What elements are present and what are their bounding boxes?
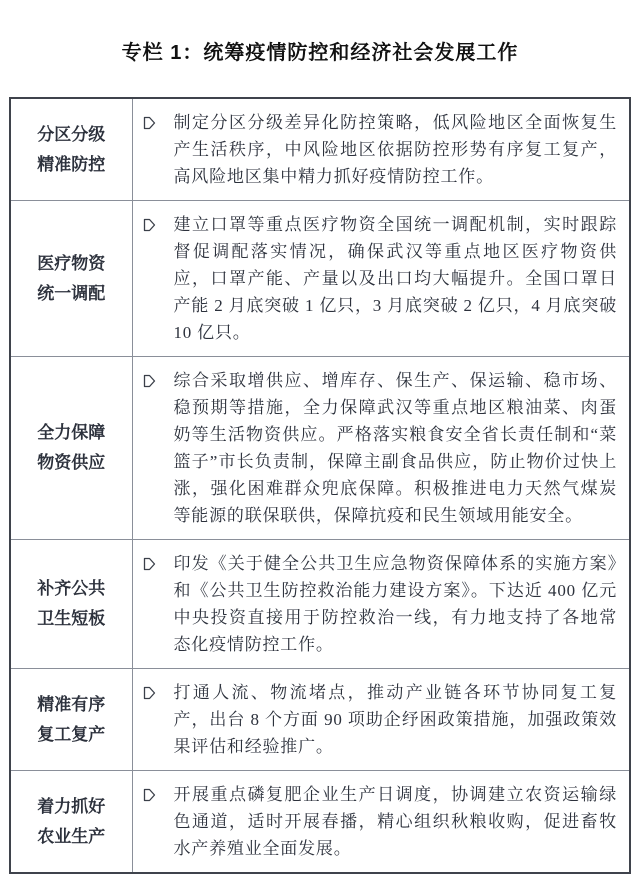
bullet-list-item: [143, 679, 618, 760]
right-arrow-bullet-icon: [143, 367, 174, 388]
right-arrow-bullet-icon: [143, 211, 174, 232]
table-row: [10, 771, 630, 874]
table-row: [10, 669, 630, 771]
table-row: [10, 201, 630, 357]
bullet-list-item: [143, 211, 618, 346]
row-content-text: 综合采取增供应、增库存、保生产、保运输、稳市场、稳预期等措施，全力保障武汉等重点地区粮油菜、肉蛋奶等生活物资供应。严格落实粮食安全省长责任制和“菜篮子”市长负责制，保障主副食品供应，防止物价过快上涨，强化困难群众兜底保障。积极推进电力天然气煤炭等能源的联保联供，保障抗疫和民生领域用能安全。: [173, 371, 617, 525]
row-content-cell: [132, 98, 630, 201]
row-content-cell: [132, 357, 630, 540]
row-header-cell: [10, 771, 132, 874]
row-header-line: 医疗物资: [37, 253, 106, 273]
row-content-cell: [132, 669, 630, 771]
row-content-text: 制定分区分级差异化防控策略，低风险地区全面恢复生产生活秩序，中风险地区依据防控形势有序复工复产，高风险地区集中精力抓好疫情防控工作。: [173, 113, 617, 186]
table-row: [10, 98, 630, 201]
row-content-text: 印发《关于健全公共卫生应急物资保障体系的实施方案》和《公共卫生防控救治能力建设方案》。下达近 400 亿元中央投资直接用于防控救治一线，有力地支持了各地常态化疫情防控工作。: [173, 554, 617, 654]
row-header-line: 卫生短板: [37, 609, 106, 628]
row-header-line: 全力保障: [37, 423, 106, 442]
row-content-cell: [132, 201, 630, 357]
row-header-line: 补齐公共: [37, 579, 106, 598]
row-content-cell: [132, 771, 630, 874]
row-header-cell: [10, 357, 132, 540]
row-header-line: 农业生产: [37, 826, 106, 846]
bullet-list-item: [143, 367, 618, 529]
bullet-list-item: [143, 781, 618, 862]
right-arrow-bullet-icon: [143, 550, 174, 571]
row-header-line: 着力抓好: [37, 796, 106, 816]
row-header-cell: [10, 98, 132, 201]
right-arrow-bullet-icon: [143, 781, 174, 802]
row-header-cell: [10, 201, 132, 357]
table-row: [10, 540, 630, 669]
row-header-line: 分区分级: [37, 124, 106, 144]
row-header-cell: [10, 540, 132, 669]
bullet-list-item: [143, 550, 618, 658]
row-header-cell: [10, 669, 132, 771]
right-arrow-bullet-icon: [143, 679, 174, 700]
row-header-line: 物资供应: [37, 453, 106, 472]
policy-table: [9, 97, 631, 874]
bullet-list-item: [143, 109, 618, 190]
row-content-text: 开展重点磷复肥企业生产日调度，协调建立农资运输绿色通道，适时开展春播，精心组织秋粮收购，促进畜牧水产养殖业全面发展。: [173, 785, 617, 858]
table-body: [10, 98, 630, 873]
right-arrow-bullet-icon: [143, 109, 174, 130]
row-header-line: 精准防控: [37, 154, 106, 174]
row-header-line: 精准有序: [37, 694, 106, 714]
table-row: [10, 357, 630, 540]
row-header-line: 复工复产: [37, 724, 106, 744]
page-title: 专栏 1：统筹疫情防控和经济社会发展工作: [121, 42, 519, 64]
row-content-cell: [132, 540, 630, 669]
row-content-text: 打通人流、物流堵点，推动产业链各环节协同复工复产，出台 8 个方面 90 项助企纾困政策措施，加强政策效果评估和经验推广。: [173, 683, 617, 756]
row-content-text: 建立口罩等重点医疗物资全国统一调配机制，实时跟踪督促调配落实情况，确保武汉等重点地区医疗物资供应，口罩产能、产量以及出口均大幅提升。全国口罩日产能 2 月底突破 1 亿只，3 月底突破 2 亿只，4 月底突破 10 亿只。: [173, 215, 617, 342]
row-header-line: 统一调配: [37, 283, 106, 303]
